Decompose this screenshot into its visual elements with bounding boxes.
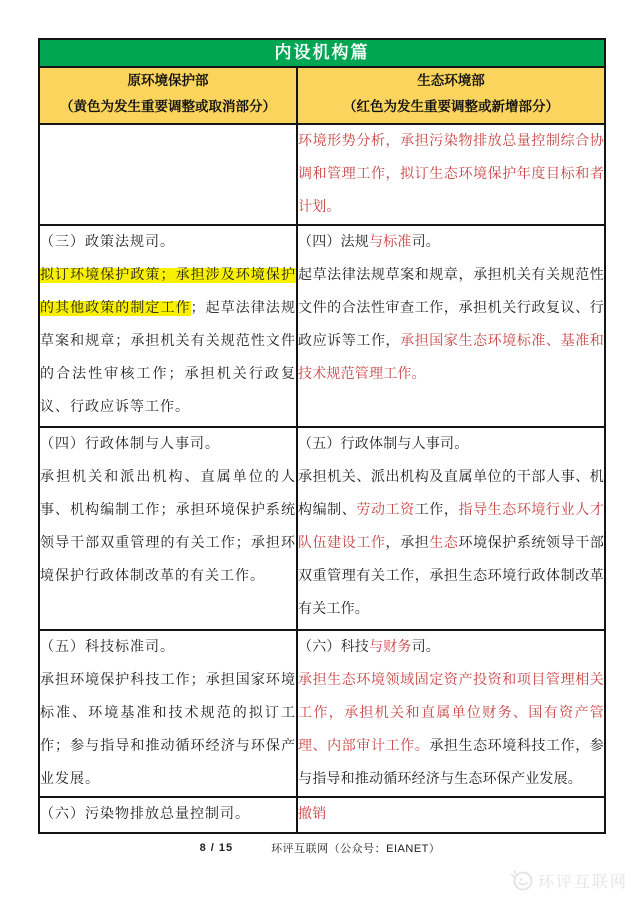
changed-text: 与财务 [369, 640, 412, 655]
text-run: （五）行政体制与人事司。 [298, 437, 469, 452]
text-run: ，承担 [385, 536, 430, 551]
fish-logo-icon [510, 868, 534, 892]
cell-left [39, 427, 297, 630]
cell-right [297, 225, 605, 427]
left-column-title: 原环境保护部 [127, 73, 209, 88]
text-run: （六）科技 [298, 640, 369, 655]
paragraph [298, 125, 604, 224]
cell-left [39, 630, 297, 797]
paragraph [40, 798, 296, 831]
changed-text: 撤销 [298, 807, 327, 822]
text-run: （三）政策法规司。 [40, 235, 175, 250]
paragraph [40, 664, 296, 796]
table-row [39, 427, 605, 630]
page-number: 8 / 15 [199, 842, 234, 854]
paragraph [40, 428, 296, 461]
right-column-subtitle: （红色为发生重要调整或新增部分） [343, 99, 559, 114]
changed-text: 生态 [429, 536, 459, 551]
table-body [39, 124, 605, 833]
page-footer [0, 840, 640, 856]
text-run: 承担机关、派出机构及直属单位的干部人事、机构编制、 [298, 470, 604, 518]
text-run: 承担生态环境科技工作，参与指导和推动循环经济与生态环保产业发展。 [298, 739, 604, 787]
changed-text: 劳动工资 [356, 503, 415, 518]
table-title: 内设机构篇 [39, 39, 605, 67]
paragraph [298, 631, 604, 664]
table-row [39, 630, 605, 797]
text-run: 司。 [411, 235, 441, 250]
left-column-subtitle: （黄色为发生重要调整或取消部分） [60, 99, 276, 114]
cell-left [39, 225, 297, 427]
text-run: （四）行政体制与人事司。 [40, 437, 220, 452]
paragraph [40, 226, 296, 259]
paragraph [40, 259, 296, 424]
changed-text: 与标准 [369, 235, 412, 250]
paragraph [298, 664, 604, 796]
paragraph [298, 226, 604, 259]
text-run: 承担机关和派出机构、直属单位的人事、机构编制工作；承担环境保护系统领导干部双重管理的有关工作；承担环境保护行政体制改革的有关工作。 [40, 470, 296, 584]
text-run: （五）科技标准司。 [40, 640, 175, 655]
column-header-left [39, 67, 297, 124]
paragraph [298, 428, 604, 461]
text-run: 工作， [414, 503, 459, 518]
text-run: 环境保护系统领导干部双重管理有关工作，承担生态环境行政体制改革有关工作。 [298, 536, 605, 617]
cell-right [297, 427, 605, 630]
watermark-label: 环评互联网 [537, 873, 628, 891]
cell-left [39, 124, 297, 225]
cell-left [39, 797, 297, 833]
text-run: （四）法规 [298, 235, 369, 250]
paragraph [298, 798, 604, 831]
cell-right [297, 797, 605, 833]
column-header-right [297, 67, 605, 124]
text-run: 起草法律法规草案和规章，承担机关有关规范性文件的合法性审查工作，承担机关行政复议、行政应诉等工作， [298, 268, 604, 349]
table-row [39, 797, 605, 833]
text-run: 司。 [411, 640, 441, 655]
table-row [39, 225, 605, 427]
highlighted-text: 拟订环境保护政策；承担涉及环境保护的其他政策的制定工作 [40, 268, 296, 316]
paragraph [298, 259, 604, 391]
column-header-row [39, 67, 605, 124]
cell-right [297, 124, 605, 225]
watermark [510, 868, 628, 892]
changed-text: 承担生态环境领域固定资产投资和项目管理相关工作，承担机关和直属单位财务、国有资产管理、内部审计工作。 [298, 673, 604, 754]
right-column-title: 生态环境部 [417, 73, 485, 88]
text-run: 承担环境保护科技工作；承担国家环境标准、环境基准和技术规范的拟订工作；参与指导和推动循环经济与环保产业发展。 [40, 673, 296, 787]
paragraph [40, 461, 296, 593]
paragraph [40, 631, 296, 664]
changed-text: 指导生态环境行业人才队伍建设工作 [298, 503, 604, 551]
changed-text: 环境形势分析，承担污染物排放总量控制综合协调和管理工作，拟订生态环境保护年度目标和者计划。 [298, 134, 604, 215]
table-row [39, 124, 605, 225]
changed-text: 承担国家生态环境标准、基准和技术规范管理工作。 [298, 334, 604, 382]
table-title-row [39, 39, 605, 67]
text-run: ；起草法律法规草案和规章；承担机关有关规范性文件的合法性审核工作；承担机关行政复议、行政应诉等工作。 [40, 301, 296, 415]
cell-right [297, 630, 605, 797]
paragraph [298, 461, 604, 626]
text-run: （六）污染物排放总量控制司。 [40, 807, 250, 822]
comparison-table [38, 38, 606, 834]
publisher-label: 环评互联网（公众号：EIANET） [271, 843, 441, 855]
